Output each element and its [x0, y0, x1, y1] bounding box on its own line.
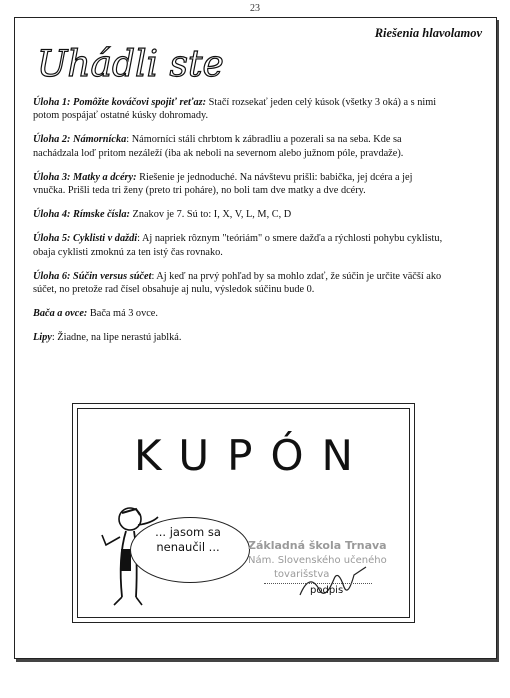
task-text: Stačí rozsekať jeden celý kúsok (všetky 3 oká) a s nimi potom pospájať ostatné kúsky dohromady.: [33, 97, 437, 122]
signature-label: podpis: [310, 585, 344, 596]
task-6: [33, 270, 443, 296]
task-text: Bača má 3 ovce.: [87, 308, 158, 320]
task-label: Úloha 6: Súčin versus súčet: [33, 270, 152, 282]
title-script-graphic: [33, 32, 233, 92]
task-label: Bača a ovce:: [33, 308, 88, 320]
signature-line: [264, 583, 372, 584]
task-label: Úloha 5: Cyklisti v daždi: [33, 233, 138, 245]
task-text: : Aj keď na prvý pohľad by sa mohlo zdať, že súčin je určite väčší ako súčet, no pretože rad čísel obsahuje aj nulu, výsledok súčinu bude 0.: [33, 270, 442, 296]
school-stamp-name: Základná škola Trnava: [248, 539, 387, 552]
page-number: 23: [250, 3, 260, 14]
school-stamp-street: Nám. Slovenského učeného: [248, 555, 387, 566]
coupon-border: [77, 408, 410, 618]
title-script-text: Uhádli ste ?: [37, 44, 233, 85]
task-label: Úloha 3: Matky a dcéry:: [33, 171, 137, 183]
task-text: : Aj napriek rôznym "teóriám" o smere dažďa a rýchlosti pohybu cyklistu, obaja cyklisti zmoknú za ten istý čas rovnako.: [33, 233, 443, 258]
task-2: [33, 133, 443, 159]
task-label: Úloha 4: Rímske čísla:: [33, 209, 130, 221]
bubble-line-2: nenaučil ...: [156, 540, 220, 554]
task-text: : Žiadne, na lipe nerastú jablká.: [51, 332, 182, 344]
solutions-list: [33, 96, 443, 356]
task-8: [33, 331, 443, 344]
task-7: [33, 307, 443, 320]
bubble-line-1: ... jasom sa: [155, 525, 221, 539]
task-text: Znakov je 7. Sú to: I, X, V, L, M, C, D: [129, 209, 292, 221]
section-heading: Riešenia hlavolamov: [374, 26, 482, 40]
task-label: Úloha 1: Pomôžte kováčovi spojiť reťaz:: [33, 97, 207, 108]
task-1: [33, 96, 443, 122]
task-text: Riešenie je jednoduché. Na návštevu prišli: babička, jej dcéra a jej vnučka. Prišli teda tri ženy (preto tri poháre), no boli tam dve matky a dve dcéry.: [33, 171, 413, 197]
coupon: [72, 403, 415, 623]
speech-bubble-text: [138, 525, 238, 555]
task-4: [33, 208, 443, 221]
task-5: [33, 232, 443, 258]
task-3: [33, 171, 443, 197]
task-text: : Námorníci stáli chrbtom k zábradliu a pozerali sa na seba. Kde sa nachádzala loď pritom nezáleží (iba ak neboli na severnom alebo južnom póle, pravdaže).: [33, 134, 404, 159]
task-label: Úloha 2: Námornícka: [33, 134, 127, 146]
title-script: [33, 32, 233, 92]
task-label: Lipy: [33, 332, 52, 344]
coupon-title: KUPÓN: [134, 431, 371, 480]
school-stamp-street-2: tovarišstva: [274, 569, 330, 580]
